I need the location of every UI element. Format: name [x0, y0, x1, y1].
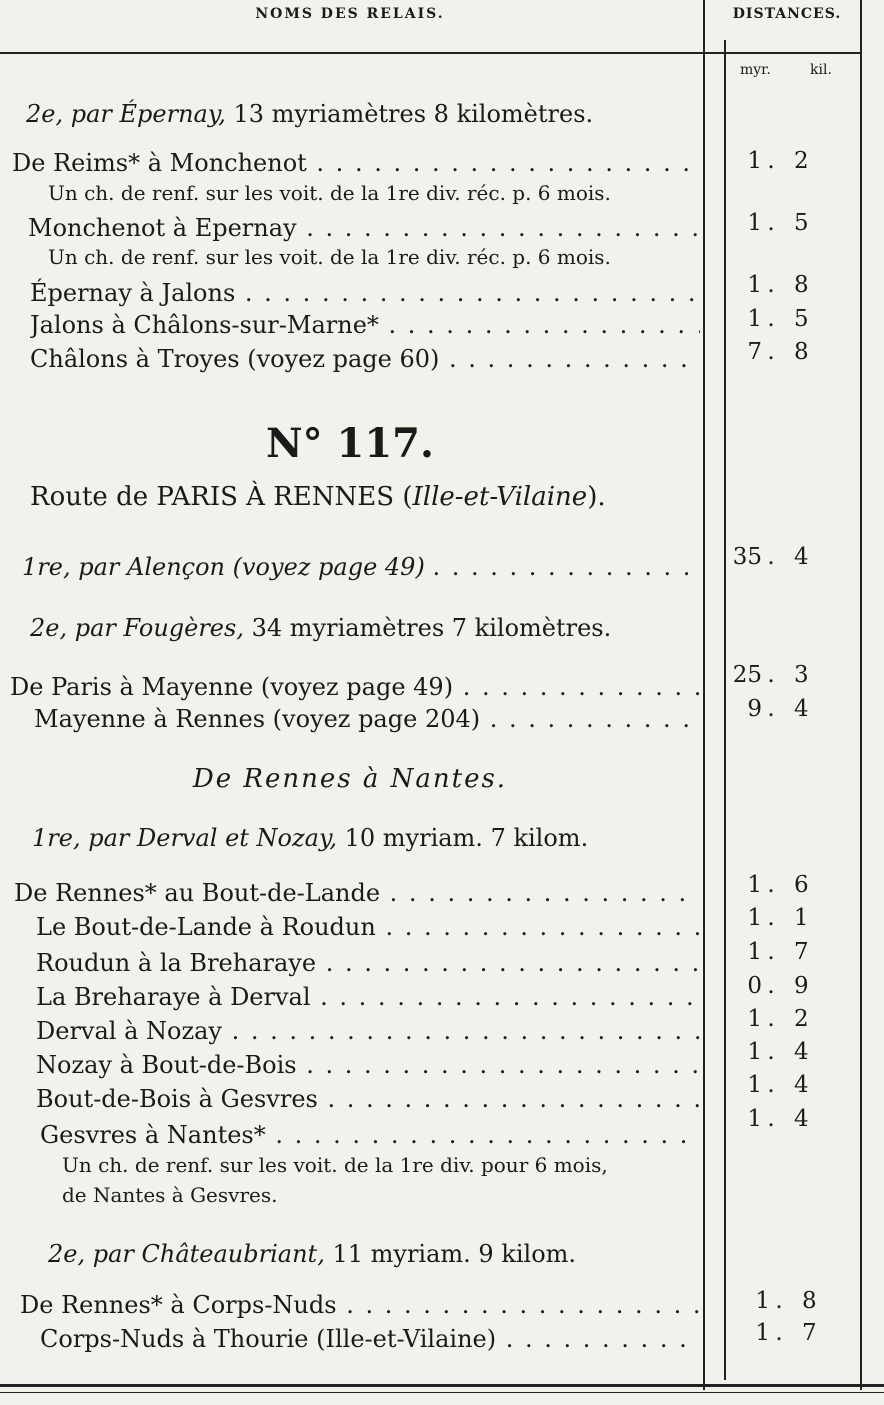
- bottom-rule-2: [0, 1392, 884, 1393]
- myr-value: 1: [747, 939, 762, 965]
- route-title: [30, 482, 606, 512]
- relay-row-text: De Rennes* au Bout-de-Lande . . .: [14, 878, 700, 908]
- relay-row-distance: 25 . 3: [728, 660, 814, 690]
- relay-row-text: Corps-Nuds à Thourie (Ille-et-Vilaine) . . .: [40, 1324, 700, 1354]
- route-number: N° 117.: [266, 420, 434, 467]
- heading-via: par Châteaubriant,: [92, 1240, 325, 1268]
- bottom-rule: [0, 1384, 884, 1387]
- relay-row-distance: 9 . 4: [728, 694, 814, 724]
- relay-row-distance: 1 . 4: [728, 1070, 814, 1100]
- relay-row-distance: 1 . 8: [728, 270, 814, 300]
- kil-value: 1: [794, 905, 809, 931]
- heading-ordinal: 2e,: [26, 100, 64, 128]
- kil-value: 8: [802, 1288, 817, 1314]
- section3-heading: [30, 614, 611, 642]
- relay-row-distance: 1 . 5: [728, 304, 814, 334]
- relay-note: de Nantes à Gesvres.: [62, 1183, 278, 1207]
- relay-row-text: Nozay à Bout-de-Bois . . .: [36, 1050, 700, 1080]
- section4-heading: [32, 824, 588, 852]
- kil-value: 2: [794, 1006, 809, 1032]
- relay-row-text: De Paris à Mayenne (voyez page 49) . . .: [10, 672, 700, 702]
- relay-row-distance: 1 . 4: [728, 1104, 814, 1134]
- myr-value: 9: [747, 696, 762, 722]
- myr-value: 7: [747, 339, 762, 365]
- heading-rest: 10 myriam. 7 kilom.: [344, 824, 589, 852]
- relay-note: Un ch. de renf. sur les voit. de la 1re div. réc. p. 6 mois.: [48, 181, 611, 205]
- heading-rest: 11 myriam. 9 kilom.: [332, 1240, 577, 1268]
- relay-row-text: Bout-de-Bois à Gesvres . . .: [36, 1084, 700, 1114]
- kil-value: 3: [794, 662, 809, 688]
- myr-value: 1: [747, 272, 762, 298]
- relay-row-text: De Reims* à Monchenot . . .: [12, 148, 700, 178]
- relay-row-text: Monchenot à Epernay . . .: [28, 213, 700, 243]
- header-myr: myr.: [740, 62, 771, 78]
- heading-ordinal: 2e,: [48, 1240, 86, 1268]
- relay-row-text: Gesvres à Nantes* . . .: [40, 1120, 700, 1150]
- heading-ordinal: 2e,: [30, 614, 68, 642]
- kil-value: 4: [794, 1106, 809, 1132]
- subroute-heading: De Rennes à Nantes.: [192, 764, 508, 794]
- heading-ordinal: 1re,: [32, 824, 81, 852]
- myr-value: 25: [732, 662, 762, 688]
- relay-row-text: Jalons à Châlons-sur-Marne* . . .: [30, 310, 700, 340]
- myr-value: 1: [747, 1106, 762, 1132]
- relay-row-text: Châlons à Troyes (voyez page 60) . . .: [30, 344, 700, 374]
- relay-row-text: Mayenne à Rennes (voyez page 204) . . .: [34, 704, 700, 734]
- kil-value: 2: [794, 148, 809, 174]
- kil-value: 4: [794, 696, 809, 722]
- relay-row-text: Derval à Nozay . . .: [36, 1016, 700, 1046]
- kil-value: 7: [802, 1320, 817, 1346]
- myr-value: 1: [747, 1039, 762, 1065]
- kil-value: 6: [794, 872, 809, 898]
- section2-distance: 35 . 4: [728, 542, 814, 572]
- heading-via: par Fougères,: [74, 614, 244, 642]
- relay-note: Un ch. de renf. sur les voit. de la 1re div. réc. p. 6 mois.: [48, 245, 611, 269]
- header-rule: [0, 52, 862, 54]
- heading-rest: 13 myriamètres 8 kilomètres.: [233, 100, 594, 128]
- right-border: [860, 0, 862, 1390]
- column-divider-inner: [724, 40, 726, 1380]
- myr-value: 0: [747, 973, 762, 999]
- myr-value: 1: [747, 1006, 762, 1032]
- relay-row-distance: 1 . 7: [736, 1318, 822, 1348]
- heading-via: par Épernay,: [70, 100, 226, 128]
- myr-value: 1: [747, 872, 762, 898]
- route-title-end: ).: [587, 482, 606, 512]
- relay-row-text: De Rennes* à Corps-Nuds . . .: [20, 1290, 700, 1320]
- kil-value: 4: [794, 544, 809, 570]
- relay-row-distance: 0 . 9: [728, 971, 814, 1001]
- relay-row-distance: 1 . 5: [728, 208, 814, 238]
- myr-value: 1: [747, 148, 762, 174]
- myr-value: 1: [747, 1072, 762, 1098]
- relay-row-distance: 1 . 8: [736, 1286, 822, 1316]
- header-distances: DISTANCES.: [732, 6, 842, 22]
- heading-rest: 34 myriamètres 7 kilomètres.: [251, 614, 612, 642]
- relay-row-distance: 1 . 6: [728, 870, 814, 900]
- relay-row-distance: 1 . 4: [728, 1037, 814, 1067]
- relay-row-distance: 1 . 7: [728, 937, 814, 967]
- kil-value: 4: [794, 1072, 809, 1098]
- myr-value: 1: [755, 1320, 770, 1346]
- route-title-main: Route de PARIS À RENNES (: [30, 482, 413, 512]
- kil-value: 8: [794, 339, 809, 365]
- header-names: NOMS DES RELAIS.: [255, 6, 445, 22]
- heading-ordinal: 1re,: [22, 553, 71, 581]
- relay-note: Un ch. de renf. sur les voit. de la 1re div. pour 6 mois,: [62, 1153, 608, 1177]
- myr-value: 1: [747, 306, 762, 332]
- kil-value: 5: [794, 306, 809, 332]
- myr-value: 1: [755, 1288, 770, 1314]
- kil-value: 8: [794, 272, 809, 298]
- relay-row-text: Le Bout-de-Lande à Roudun . . .: [36, 912, 700, 942]
- relay-row-distance: 1 . 1: [728, 903, 814, 933]
- section5-heading: [48, 1240, 576, 1268]
- myr-value: 35: [732, 544, 762, 570]
- kil-value: 4: [794, 1039, 809, 1065]
- relay-row-text: La Breharaye à Derval . . .: [36, 982, 700, 1012]
- relay-row-distance: 1 . 2: [728, 146, 814, 176]
- route-title-dept: Ille-et-Vilaine: [412, 482, 588, 512]
- column-divider: [703, 0, 705, 1390]
- kil-value: 9: [794, 973, 809, 999]
- relay-row-distance: 1 . 2: [728, 1004, 814, 1034]
- relay-row-text: Roudun à la Breharaye . . .: [36, 948, 700, 978]
- kil-value: 7: [794, 939, 809, 965]
- section1-heading: [26, 100, 593, 128]
- section2-heading: [22, 552, 700, 582]
- kil-value: 5: [794, 210, 809, 236]
- heading-via: par Derval et Nozay,: [88, 824, 337, 852]
- myr-value: 1: [747, 905, 762, 931]
- heading-text: par Alençon (voyez page 49): [78, 553, 425, 581]
- myr-value: 1: [747, 210, 762, 236]
- relay-row-text: Épernay à Jalons . . .: [30, 278, 700, 308]
- relay-row-distance: 7 . 8: [728, 337, 814, 367]
- header-kil: kil.: [810, 62, 832, 78]
